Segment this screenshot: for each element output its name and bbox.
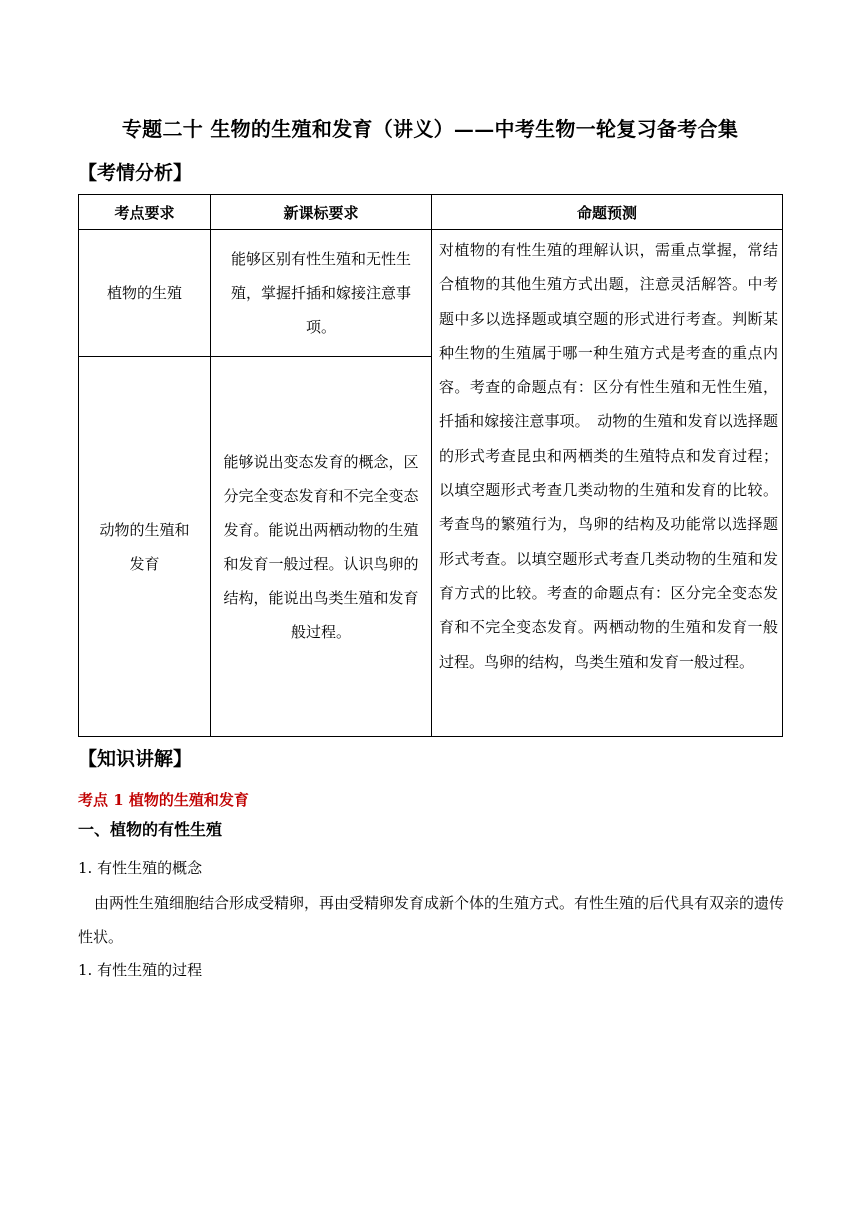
header-prediction: 命题预测: [432, 195, 783, 230]
concept-paragraph: 由两性生殖细胞结合形成受精卵，再由受精卵发育成新个体的生殖方式。有性生殖的后代具有双亲的遗传性状。: [78, 894, 785, 946]
document-title: 专题二十 生物的生殖和发育（讲义）——中考生物一轮复习备考合集: [121, 117, 739, 141]
item-heading: 1. 有性生殖的过程: [78, 961, 203, 979]
row1-point: 植物的生殖: [79, 230, 211, 357]
analysis-heading: 【考情分析】: [78, 162, 193, 184]
table-row: [79, 230, 783, 357]
knowledge-heading: 【知识讲解】: [78, 748, 193, 770]
header-standard: 新课标要求: [211, 195, 432, 230]
row2-standard: 能够说出变态发育的概念，区分完全变态发育和不完全变态发育。能说出两栖动物的生殖和发育一般过程。认识鸟卵的结构，能说出鸟类生殖和发育般过程。: [211, 357, 432, 737]
row2-point: 动物的生殖和 发育: [79, 357, 211, 737]
header-point: 考点要求: [79, 195, 211, 230]
analysis-table: [78, 194, 783, 737]
section-heading: 一、植物的有性生殖: [78, 820, 223, 839]
row1-standard: 能够区别有性生殖和无性生殖，掌握扦插和嫁接注意事项。: [211, 230, 432, 357]
prediction-cell: 对植物的有性生殖的理解认识，需重点掌握，常结合植物的其他生殖方式出题，注意灵活解答。中考题中多以选择题或填空题的形式进行考查。判断某种生物的生殖属于哪一种生殖方式是考查的重点内容。考查的命题点有：区分有性生殖和无性生殖，扦插和嫁接注意事项。 动物的生殖和发育以选择题的形式考查昆虫和两栖类的生殖特点和发育过程；以填空题形式考查几类动物的生殖和发育的比较。考查鸟的繁殖行为，鸟卵的结构及功能常以选择题形式考查。以填空题形式考查几类动物的生殖和发育方式的比较。考查的命题点有：区分完全变态发育和不完全变态发育。两栖动物的生殖和发育一般过程。鸟卵的结构，鸟类生殖和发育一般过程。: [432, 230, 783, 737]
table-header-row: [79, 195, 783, 230]
kaodian-title: 考点 1 植物的生殖和发育: [78, 791, 249, 809]
item-heading: 1. 有性生殖的概念: [78, 859, 203, 877]
